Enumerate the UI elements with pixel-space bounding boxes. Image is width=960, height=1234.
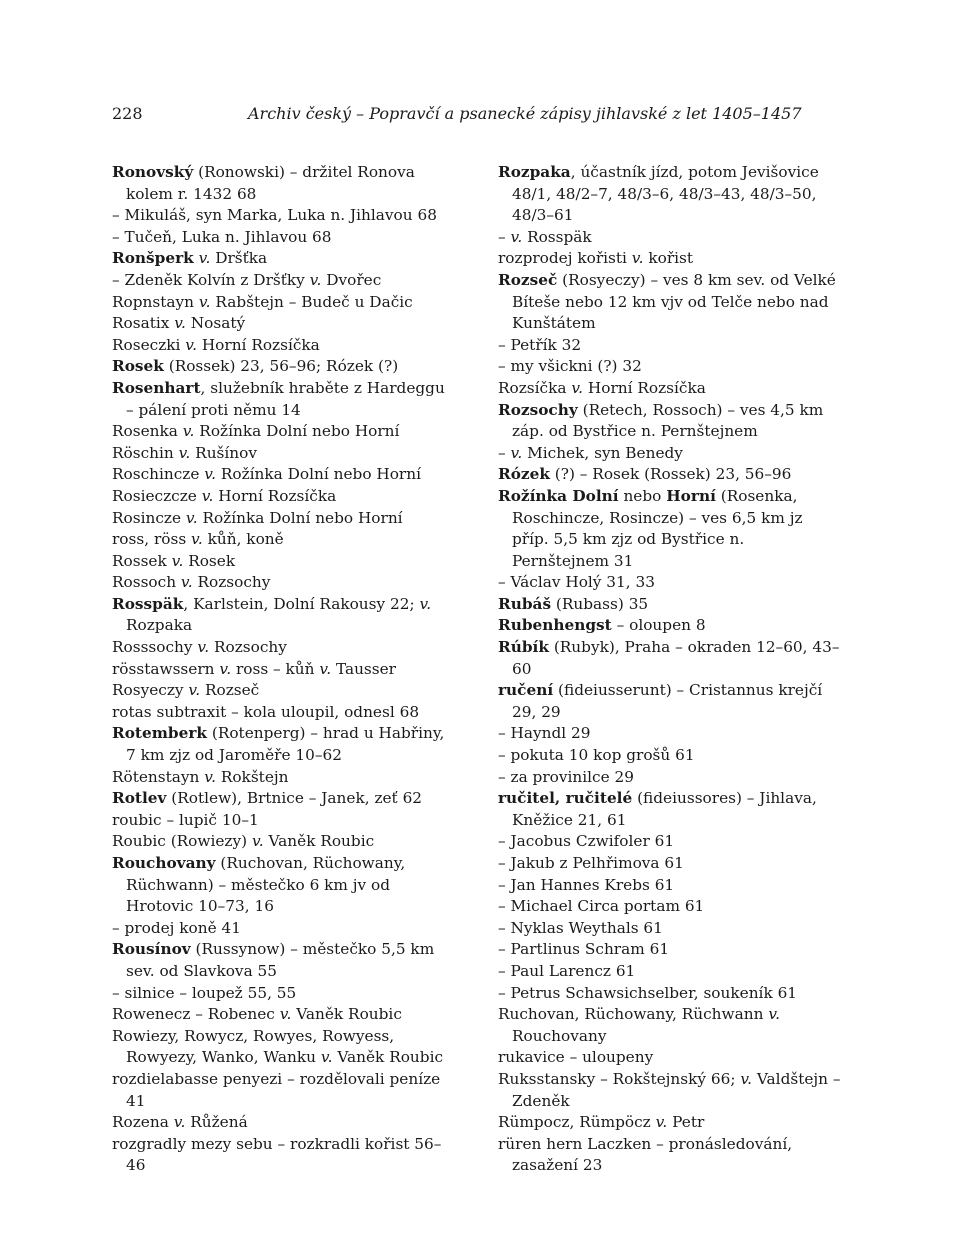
entry-text: Rosatix <box>112 314 175 333</box>
entry-headword: Rúbík <box>498 638 549 657</box>
index-entry <box>112 162 457 205</box>
entry-text: Rozsochy <box>192 573 271 592</box>
index-entry <box>112 831 457 853</box>
entry-text: Rouchovany <box>512 1026 607 1045</box>
index-entry <box>112 443 457 465</box>
entry-text: Vaněk Roubic <box>332 1048 444 1067</box>
entry-text: Rosssochy <box>112 638 198 657</box>
entry-crossref-marker: v. <box>419 594 432 613</box>
entry-text: (Rotenperg) – hrad u Habřiny, 7 km zjz od Jaroměře 10–62 <box>126 724 445 765</box>
entry-text: , Karlstein, Dolní Rakousy 22; <box>183 594 420 613</box>
entry-crossref-marker: v. <box>571 378 584 397</box>
index-entry <box>498 831 843 853</box>
index-entry <box>498 875 843 897</box>
index-entry <box>498 1047 843 1069</box>
entry-text: Rušínov <box>190 443 257 462</box>
entry-text: Rosyeczy <box>112 681 189 700</box>
entry-headword: Rubenhengst <box>498 616 612 635</box>
entry-text: – Michael Circa portam 61 <box>498 897 705 916</box>
index-entry <box>498 594 843 616</box>
entry-text: – <box>498 227 511 246</box>
entry-headword: Rožínka Dolní <box>498 486 619 505</box>
index-entry <box>498 486 843 572</box>
entry-text: Roschincze <box>112 465 205 484</box>
entry-crossref-marker: v. <box>178 443 191 462</box>
index-entry <box>112 486 457 508</box>
entry-text: kůň, koně <box>202 530 284 549</box>
entry-text: Rozsochy <box>209 638 287 657</box>
entry-headword: Rotemberk <box>112 724 207 743</box>
entry-text: – Paul Larencz 61 <box>498 961 636 980</box>
entry-text: rüren hern Laczken – pronásledování, zasažení 23 <box>498 1134 793 1175</box>
entry-text: Ruchovan, Rüchowany, Rüchwann <box>498 1005 769 1024</box>
index-entry <box>112 335 457 357</box>
entry-crossref-marker: v. <box>198 249 211 268</box>
index-entry <box>112 659 457 681</box>
entry-text: Rowiezy, Rowycz, Rowyes, Rowyess, Rowyezy, Wanko, Wanku <box>112 1026 395 1067</box>
entry-headword: Rosenhart <box>112 378 201 397</box>
index-entry <box>112 918 457 940</box>
entry-headword: Rubáš <box>498 594 552 613</box>
entry-crossref-marker: v. <box>180 573 193 592</box>
entry-text: Rümpocz, Rümpöcz <box>498 1113 656 1132</box>
index-entry <box>112 270 457 292</box>
entry-text: – Zdeněk Kolvín z Dršťky <box>112 270 310 289</box>
entry-text: Rossek <box>112 551 172 570</box>
page-number: 228 <box>112 104 143 123</box>
index-entry <box>498 983 843 1005</box>
entry-headword: Rousínov <box>112 940 191 959</box>
index-entry <box>112 983 457 1005</box>
entry-headword: Rosek <box>112 357 164 376</box>
index-entry <box>112 227 457 249</box>
index-entry <box>498 637 843 680</box>
entry-headword: Ronovský <box>112 163 194 181</box>
entry-text: – Nyklas Weythals 61 <box>498 918 663 937</box>
entry-text: – Petrus Schawsichselber, soukeník 61 <box>498 983 798 1002</box>
entry-text: (Retech, Rossoch) – ves 4,5 km záp. od Bystřice n. Pernštejnem <box>512 400 824 441</box>
index-entry <box>112 810 457 832</box>
entry-crossref-marker: v. <box>320 1048 333 1067</box>
entry-crossref-marker: v. <box>188 681 201 700</box>
entry-text: Rožínka Dolní nebo Horní <box>197 508 403 527</box>
entry-text: – Hayndl 29 <box>498 724 591 743</box>
entry-text: Rosenka <box>112 422 183 441</box>
index-entry <box>112 356 457 378</box>
entry-headword: ručitel, ručitelé <box>498 789 633 808</box>
index-entry <box>498 572 843 594</box>
entry-crossref-marker: v. <box>198 292 211 311</box>
index-entry <box>112 292 457 314</box>
index-entry <box>112 680 457 702</box>
entry-text: – Jan Hannes Krebs 61 <box>498 875 675 894</box>
entry-text: Rosek <box>183 551 236 570</box>
entry-text: – my všickni (?) 32 <box>498 357 642 376</box>
index-entry <box>112 1112 457 1134</box>
entry-text: (Rosenka, Roschincze, Rosincze) – ves 6,5 km jz příp. 5,5 km zjz od Bystřice n. Pernštejnem 31 <box>512 486 803 570</box>
index-entry <box>498 788 843 831</box>
entry-headword: Ronšperk <box>112 249 194 268</box>
entry-text: rösstawssern <box>112 659 220 678</box>
entry-crossref-marker: v. <box>185 335 197 354</box>
entry-text: (Rubyk), Praha – okraden 12–60, 43–60 <box>512 638 840 678</box>
index-column-left <box>112 162 457 1177</box>
entry-text: ross, röss <box>112 530 192 549</box>
index-entry <box>112 378 457 421</box>
index-entry <box>498 918 843 940</box>
entry-text: Dvořec <box>321 270 382 289</box>
index-entry <box>498 745 843 767</box>
entry-crossref-marker: v. <box>740 1069 753 1088</box>
index-entry <box>112 1069 457 1112</box>
entry-text: roubic – lupič 10–1 <box>112 810 259 829</box>
entry-text: Rosieczcze <box>112 486 202 505</box>
index-column-right <box>498 162 843 1177</box>
entry-text: Rokštejn <box>215 767 289 786</box>
entry-text: – <box>498 443 511 462</box>
entry-text: rozdielabasse penyezi – rozdělovali peníze 41 <box>112 1069 441 1110</box>
entry-text: – za provinilce 29 <box>498 767 634 786</box>
entry-text: Röschin <box>112 443 179 462</box>
entry-text: Rozsíčka <box>498 378 572 397</box>
entry-text: (fideiusserunt) – Cristannus krejčí 29, 29 <box>512 681 823 721</box>
entry-crossref-marker: v. <box>204 767 216 786</box>
entry-text: Rabštejn – Budeč u Dačic <box>210 292 413 311</box>
entry-text: Rosincze <box>112 508 186 527</box>
entry-headword: Rouchovany <box>112 854 216 872</box>
entry-text: Rozena <box>112 1113 174 1132</box>
entry-text: Roseczki <box>112 335 186 354</box>
index-entry <box>112 853 457 918</box>
index-entry <box>112 551 457 573</box>
entry-text: Růžená <box>185 1113 248 1132</box>
entry-crossref-marker: v. <box>219 659 232 678</box>
entry-text: (?) – Rosek (Rossek) 23, 56–96 <box>549 465 792 484</box>
index-entry <box>112 464 457 486</box>
index-entry <box>112 1004 457 1026</box>
index-entry <box>498 1112 843 1134</box>
index-entry <box>498 939 843 961</box>
entry-crossref-marker: v. <box>279 1005 292 1024</box>
index-entry <box>498 615 843 637</box>
index-entry <box>112 529 457 551</box>
entry-text: Rozpaka <box>126 616 193 635</box>
entry-text: Valdštejn – Zdeněk <box>512 1069 841 1110</box>
entry-text: Rötenstayn <box>112 767 205 786</box>
entry-text: Ropnstayn <box>112 292 199 311</box>
entry-text: – prodej koně 41 <box>112 918 241 937</box>
entry-text: (Rossek) 23, 56–96; Rózek (?) <box>163 357 399 376</box>
entry-text: Rowenecz – Robenec <box>112 1005 280 1024</box>
entry-text: – Mikuláš, syn Marka, Luka n. Jihlavou 68 <box>112 206 437 225</box>
entry-headword: Horní <box>666 486 716 505</box>
entry-crossref-marker: v. <box>768 1005 781 1024</box>
index-entry <box>112 421 457 443</box>
index-entry <box>498 723 843 745</box>
index-entry <box>498 896 843 918</box>
entry-text: – pokuta 10 kop grošů 61 <box>498 746 695 765</box>
index-entry <box>498 443 843 465</box>
index-entry <box>498 400 843 443</box>
entry-text: – Jakub z Pelhřimova 61 <box>498 854 684 872</box>
entry-crossref-marker: v. <box>251 832 264 851</box>
index-entry <box>112 508 457 530</box>
entry-text: Horní Rozsíčka <box>213 486 337 505</box>
entry-text: Vaněk Roubic <box>263 832 375 851</box>
entry-text: Rožínka Dolní nebo Horní <box>194 422 400 441</box>
entry-headword: Rozseč <box>498 270 558 289</box>
entry-crossref-marker: v. <box>319 659 332 678</box>
entry-text: , služebník hraběte z Hardeggu – pálení proti němu 14 <box>126 378 445 419</box>
entry-text: rozgradly mezy sebu – rozkradli kořist 56–46 <box>112 1134 442 1175</box>
entry-crossref-marker: v. <box>173 1113 186 1132</box>
index-entry <box>498 680 843 723</box>
index-entry <box>112 1026 457 1069</box>
entry-text: – Václav Holý 31, 33 <box>498 573 655 592</box>
index-entry <box>498 227 843 249</box>
entry-crossref-marker: v. <box>204 465 216 484</box>
index-entry <box>112 939 457 982</box>
entry-text: (Russynow) – městečko 5,5 km sev. od Slavkova 55 <box>126 940 435 980</box>
index-entry <box>112 637 457 659</box>
entry-text: – Jacobus Czwifoler 61 <box>498 832 675 851</box>
entry-text: , účastník jízd, potom Jevišovice 48/1, 48/2–7, 48/3–6, 48/3–43, 48/3–50, 48/3–61 <box>512 163 819 225</box>
index-entry <box>112 594 457 637</box>
index-entry <box>498 1004 843 1047</box>
entry-crossref-marker: v. <box>510 443 523 462</box>
index-entry <box>112 313 457 335</box>
index-entry <box>498 248 843 270</box>
entry-text: (Rotlew), Brtnice – Janek, zeť 62 <box>166 789 423 808</box>
entry-text: rotas subtraxit – kola uloupil, odnesl 68 <box>112 702 420 721</box>
running-title: Archiv český – Popravčí a psanecké zápisy jihlavské z let 1405–1457 <box>248 104 802 123</box>
entry-text: kořist <box>643 249 694 268</box>
entry-crossref-marker: v. <box>201 486 214 505</box>
index-entry <box>498 1134 843 1177</box>
entry-crossref-marker: v. <box>174 314 186 333</box>
entry-crossref-marker: v. <box>171 551 184 570</box>
entry-headword: ručení <box>498 681 554 700</box>
entry-text: (Rubass) 35 <box>551 594 649 613</box>
entry-text: Horní Rozsíčka <box>196 335 320 354</box>
entry-text: Rozseč <box>200 681 260 700</box>
entry-text: (fideiussores) – Jihlava, Kněžice 21, 61 <box>512 789 817 829</box>
index-entry <box>498 464 843 486</box>
entry-headword: Rotlev <box>112 789 167 808</box>
entry-text: (Rosyeczy) – ves 8 km sev. od Velké Bíteše nebo 12 km vjv od Telče nebo nad Kunštátem <box>512 270 836 333</box>
entry-crossref-marker: v. <box>197 638 210 657</box>
index-entry <box>112 702 457 724</box>
index-entry <box>498 767 843 789</box>
index-entry <box>112 788 457 810</box>
entry-text: – silnice – loupež 55, 55 <box>112 983 297 1002</box>
entry-text: – Partlinus Schram 61 <box>498 940 670 959</box>
entry-crossref-marker: v. <box>655 1113 668 1132</box>
index-entry <box>498 853 843 875</box>
entry-text: nebo <box>618 486 667 505</box>
index-entry <box>498 961 843 983</box>
index-entry <box>498 356 843 378</box>
entry-text: Vaněk Roubic <box>291 1005 402 1024</box>
index-entry <box>112 723 457 766</box>
entry-crossref-marker: v. <box>631 249 644 268</box>
index-entry <box>112 767 457 789</box>
entry-text: Dršťka <box>210 249 268 268</box>
entry-text: Horní Rozsíčka <box>583 378 706 397</box>
entry-crossref-marker: v. <box>182 422 195 441</box>
entry-text: ross – kůň <box>231 659 320 678</box>
index-entry <box>498 378 843 400</box>
entry-text: Petr <box>667 1113 705 1132</box>
index-entry <box>498 162 843 227</box>
index-entry <box>112 1134 457 1177</box>
entry-text: Michek, syn Benedy <box>522 443 683 462</box>
page-header <box>112 104 852 132</box>
entry-text: Rosspäk <box>522 227 592 246</box>
entry-text: Nosatý <box>185 314 246 333</box>
entry-text: Rožínka Dolní nebo Horní <box>216 465 421 484</box>
entry-text: – oloupen 8 <box>611 616 706 635</box>
entry-headword: Rosspäk <box>112 594 184 613</box>
entry-headword: Rozsochy <box>498 400 578 419</box>
entry-crossref-marker: v. <box>185 508 198 527</box>
entry-crossref-marker: v. <box>510 227 523 246</box>
index-entry <box>498 1069 843 1112</box>
entry-headword: Rózek <box>498 465 550 484</box>
entry-text: rukavice – uloupeny <box>498 1048 654 1067</box>
index-entry <box>112 205 457 227</box>
entry-text: Rossoch <box>112 573 181 592</box>
index-entry <box>498 335 843 357</box>
entry-text: (Ronowski) – držitel Ronova kolem r. 1432 68 <box>126 163 415 203</box>
entry-text: Tausser <box>331 659 396 678</box>
index-entry <box>498 270 843 335</box>
entry-headword: Rozpaka <box>498 163 571 181</box>
entry-crossref-marker: v. <box>191 530 203 549</box>
entry-text: – Petřík 32 <box>498 335 582 354</box>
entry-text: – Tučeň, Luka n. Jihlavou 68 <box>112 227 332 246</box>
entry-text: Ruksstansky – Rokštejnský 66; <box>498 1069 741 1088</box>
index-entry <box>112 248 457 270</box>
entry-text: Roubic (Rowiezy) <box>112 832 252 851</box>
index-entry <box>112 572 457 594</box>
entry-crossref-marker: v. <box>309 270 322 289</box>
entry-text: rozprodej kořisti <box>498 249 632 268</box>
entry-text: (Ruchovan, Rüchowany, Rüchwann) – městečko 6 km jv od Hrotovic 10–73, 16 <box>126 854 406 916</box>
